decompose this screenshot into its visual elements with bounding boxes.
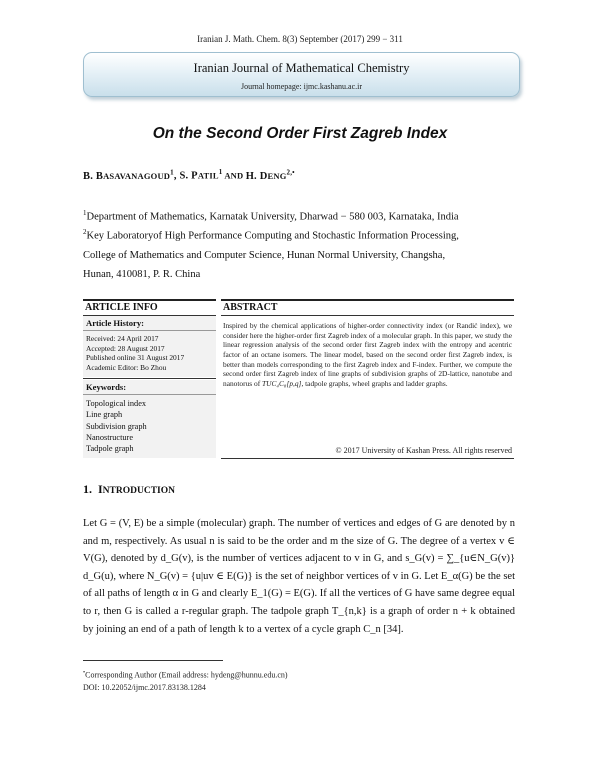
abstract-rule: [221, 299, 514, 301]
journal-homepage[interactable]: Journal homepage: ijmc.kashanu.ac.ir: [240, 82, 363, 91]
author-list: B. BASAVANAGOUD$^1$, S. PATIL$^1$ AND H. $DENG^{2,•}$: [83, 168, 295, 182]
author-3: H. $DENG^{2,•}$: [245, 168, 295, 182]
journal-banner: [83, 52, 520, 97]
author-1: B. BASAVANAGOUD$^1$: [83, 168, 174, 182]
affiliation-1: $^1$Department of Mathematics, Karnatak University, Dharwad − 580 003, Karnataka, India: [83, 209, 459, 223]
abstract-heading: ABSTRACT: [223, 302, 278, 313]
affiliation-2: $^2$Key Laboratoryof High Performance Computing and Stochastic Information Processing, College of Mathematics and Computer Science, Hunan Normal University, Changsha, Hunan, 410081, P. R. China: [83, 228, 459, 280]
abstract-math: TUC₄C₈[p,q]: [262, 378, 302, 388]
author-2: ATIL: [197, 170, 219, 181]
article-info-rule: [83, 299, 216, 301]
history-published: Published online 31 August 2017: [86, 353, 185, 363]
doi[interactable]: DOI: 10.22052/ijmc.2017.83138.1284: [83, 682, 206, 692]
divider: [83, 378, 216, 379]
journal-name: Iranian Journal of Mathematical Chemistry: [193, 61, 410, 75]
keyword-item: Tadpole graph: [86, 444, 134, 454]
keyword-list: [86, 398, 147, 454]
article-history-heading: Article History:: [86, 318, 144, 328]
history-received: Received: 24 April 2017: [86, 334, 159, 343]
intro-paragraph: Let G = (V, E) be a simple (molecular) graph. The number of vertices and edges of G are denoted by n and m, respectively. As usual n is said to be the order and m the size of G. The degree of a vertex v ∈ V(G), denoted by d_G(v), is the number of vertices adjacent to v in G, and s_G(v) = ∑_{u∈N_G(v)} d_G(u), where N_G(v) = {u|uv ∈ E(G)} is the set of neighbor vertices of v in G. Let E_α(G) be the set of all paths of length α in G and clearly E_1(G) = E(G). If all the vertices of G have same degree equal to r, then G is called a r-regular graph. The tadpole graph T_{n,k} is a graph of order n + k obtained by joining an end of a path of length k to a vertex of a cycle graph C_n [34].: [83, 518, 515, 635]
footnote-rule: [83, 660, 223, 661]
history-editor: Academic Editor: Bo Zhou: [86, 362, 167, 372]
keyword-item: Subdivision graph: [86, 421, 147, 431]
article-history-panel: [83, 316, 216, 377]
keyword-item: Line graph: [86, 410, 123, 420]
paper-title: On the Second Order First Zagreb Index: [152, 125, 448, 142]
footnote: •Corresponding Author (Email address: hydeng@hunnu.edu.cn) DOI: 10.22052/ijmc.2017.83138.1284: [83, 670, 288, 692]
article-info-heading: ARTICLE INFO: [85, 302, 158, 313]
keywords-heading: Keywords:: [86, 382, 127, 392]
history-list: [86, 334, 184, 372]
section-heading-introduction: 1. INTRODUCTION: [83, 482, 175, 496]
divider: [83, 330, 216, 331]
history-accepted: Accepted: 28 August 2017: [86, 343, 165, 353]
divider: [83, 394, 216, 395]
keyword-item: Topological index: [86, 399, 147, 408]
copyright-notice: © 2017 University of Kashan Press. All rights reserved: [335, 446, 512, 455]
abstract-text: Inspired by the chemical applications of higher-order connectivity index (or Randić index), we consider here the higher-order first Zagreb index of a molecular graph. In this paper, we study the linear regression analysis of the second order first Zagreb index with the entropy and acentric factor of an octane isomers. The linear model, based on the second order first Zagreb index, is better than models corresponding to the first Zagreb index and F-index. Further, we compute the second order first Zagreb index of line graphs of subdivision graphs of 2D-lattice, nanotube and nanotorus of TUC₄C₈[p,q], tadpole graphs, wheel graphs and ladder graphs.: [223, 321, 512, 388]
keywords-panel: [83, 380, 216, 458]
corresponding-author: Corresponding Author (Email address: hydeng@hunnu.edu.cn): [85, 670, 288, 680]
divider: [221, 458, 514, 459]
running-header: Iranian J. Math. Chem. 8(3) September (2017) 299 − 311: [197, 34, 403, 44]
keyword-item: Nanostructure: [86, 432, 133, 442]
divider: [221, 315, 514, 316]
